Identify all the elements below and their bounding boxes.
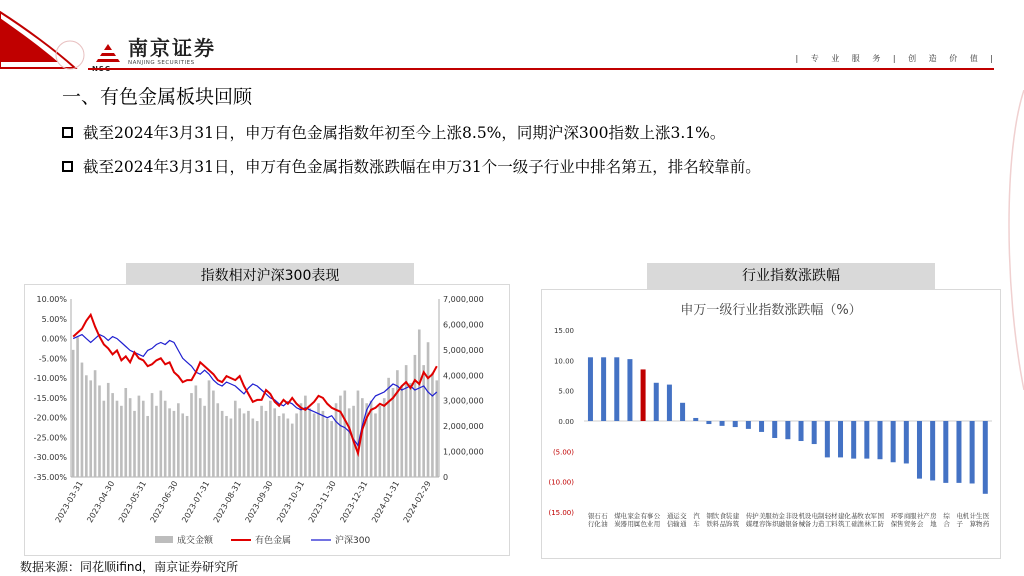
bullet-item (62, 155, 761, 177)
x-axis-tick-label: 2023-08-31 (211, 479, 243, 525)
y2-axis-tick-label: 6,000,000 (443, 320, 484, 330)
right-chart-panel (541, 289, 1001, 559)
y2-axis-tick-label: 5,000,000 (443, 345, 484, 355)
slogan: | 专 业 服 务 | 创 造 价 值 | (795, 54, 998, 63)
svg-text:工: 工 (870, 520, 878, 528)
volume-bar (348, 408, 351, 477)
y-axis-tick-label: -15.00% (33, 393, 67, 403)
volume-bar (322, 411, 325, 477)
x-axis-tick-label: 2024-01-31 (370, 479, 402, 525)
svg-text:食: 食 (719, 512, 727, 520)
y-axis-tick-label: -5.00% (38, 354, 67, 364)
volume-bar (409, 383, 412, 477)
svg-text:综: 综 (943, 512, 950, 520)
svg-text:会: 会 (917, 520, 924, 528)
svg-text:国: 国 (877, 512, 885, 520)
svg-text:银: 银 (785, 520, 792, 528)
svg-text:运: 运 (673, 512, 680, 520)
volume-bar (282, 413, 285, 477)
svg-text:商: 商 (903, 512, 911, 520)
svg-text:础: 础 (851, 520, 858, 528)
volume-bar (89, 380, 92, 477)
volume-bar (387, 378, 390, 477)
volume-bar (357, 391, 360, 477)
volume-bar (164, 401, 167, 477)
volume-bar (308, 408, 311, 477)
section-title: 一、有色金属板块回顾 (62, 86, 253, 108)
y-axis-tick-label: (5.00) (552, 448, 574, 457)
y-axis-tick-label: 0.00 (558, 418, 574, 426)
header-divider (88, 68, 994, 70)
volume-bar (72, 350, 75, 477)
volume-bar (76, 337, 79, 477)
svg-text:房: 房 (930, 512, 937, 520)
logo-mark-icon (92, 36, 124, 68)
y-axis-tick-label: 5.00 (558, 387, 574, 396)
x-axis-category-label (943, 511, 950, 528)
y-axis-tick-label: -20.00% (33, 413, 67, 423)
svg-text:轻: 轻 (824, 512, 832, 520)
industry-bar (693, 418, 698, 421)
y-axis-tick-label: (15.00) (548, 509, 574, 517)
x-axis-tick-label: 2023-09-30 (243, 479, 275, 525)
svg-text:建: 建 (838, 512, 845, 520)
svg-text:工: 工 (844, 520, 851, 528)
svg-text:材: 材 (831, 512, 838, 520)
left-panel-title: 指数相对沪深300表现 (126, 263, 414, 289)
industry-bar (680, 403, 685, 421)
y-axis-tick-label: -30.00% (33, 453, 67, 463)
volume-bar (427, 342, 430, 477)
bullet-box-icon (62, 127, 73, 138)
svg-text:医: 医 (982, 512, 990, 520)
volume-bar (168, 408, 171, 477)
x-axis-tick-label: 2023-05-31 (116, 479, 149, 525)
volume-bar (251, 419, 254, 477)
y2-axis-tick-label: 4,000,000 (443, 371, 484, 381)
y-axis-tick-label: -35.00% (33, 473, 67, 482)
svg-text:容: 容 (759, 520, 766, 528)
svg-text:织: 织 (772, 520, 779, 528)
x-axis-tick-label: 2023-10-31 (275, 479, 307, 525)
industry-bar (654, 383, 659, 421)
svg-text:业: 业 (646, 520, 654, 528)
svg-text:造: 造 (817, 520, 825, 528)
volume-bar (273, 408, 276, 477)
volume-bar (181, 413, 184, 477)
volume-bar (186, 416, 189, 477)
volume-bar (435, 380, 438, 477)
x-axis-category-label (976, 511, 990, 528)
svg-text:子: 子 (956, 520, 964, 528)
industry-bar (759, 421, 764, 432)
volume-bar (133, 411, 136, 477)
x-axis-category-label (594, 512, 608, 528)
x-axis-category-label (778, 511, 792, 528)
svg-text:饰: 饰 (725, 520, 733, 528)
x-axis-category-label (765, 511, 779, 528)
svg-text:钢: 钢 (706, 512, 713, 520)
svg-text:渔: 渔 (857, 520, 864, 528)
y-axis-tick-label: (10.00) (548, 478, 574, 487)
svg-text:军: 军 (870, 512, 878, 520)
volume-bar (291, 424, 294, 477)
volume-bar (278, 416, 281, 477)
svg-text:护: 护 (752, 512, 759, 520)
x-axis-tick-label: 2023-04-30 (85, 479, 117, 525)
x-axis-category-label (857, 511, 871, 528)
svg-text:理: 理 (752, 520, 759, 528)
x-axis-category-label (673, 511, 687, 528)
x-axis-category-label (792, 511, 806, 528)
volume-bar (212, 391, 215, 477)
volume-bar (138, 396, 141, 477)
industry-bar (838, 421, 843, 457)
volume-bar (414, 355, 417, 477)
svg-text:炭: 炭 (614, 520, 621, 528)
x-axis-category-label (620, 511, 634, 528)
volume-bar (129, 398, 132, 477)
svg-text:地: 地 (930, 520, 937, 528)
chart-title: 申万一级行业指数涨跌幅（%） (680, 303, 862, 318)
svg-text:纺: 纺 (772, 512, 779, 520)
series-line-csi300 (73, 335, 437, 446)
volume-bar (216, 403, 219, 477)
svg-text:品: 品 (719, 520, 727, 528)
industry-bar (799, 421, 804, 441)
svg-text:器: 器 (620, 520, 627, 528)
svg-text:金: 金 (778, 512, 785, 520)
svg-text:电: 电 (620, 512, 627, 520)
legend-label: 沪深300 (335, 536, 371, 546)
company-logo (92, 36, 216, 68)
y-axis-tick-label: 5.00% (41, 314, 67, 324)
volume-bar (203, 406, 206, 477)
svg-text:械: 械 (798, 520, 806, 528)
volume-bar (159, 391, 162, 477)
volume-bar (103, 401, 106, 477)
industry-bar (891, 421, 896, 462)
svg-text:饮: 饮 (712, 512, 720, 520)
volume-bar (238, 408, 241, 477)
volume-bar (120, 406, 123, 477)
volume-bar (265, 411, 268, 477)
bullet-item (62, 121, 725, 143)
svg-text:售: 售 (896, 520, 904, 528)
volume-bar (146, 416, 149, 477)
svg-text:建: 建 (732, 512, 740, 520)
industry-bar (956, 421, 961, 483)
y-axis-tick-label: 0.00% (41, 334, 67, 344)
series-line-nonferrous (73, 315, 437, 454)
logo-english-name: NANJING SECURITIES (128, 60, 195, 66)
industry-bar (930, 421, 935, 480)
industry-bar (983, 421, 988, 494)
svg-text:非: 非 (785, 512, 792, 520)
volume-bar (379, 406, 382, 477)
bullet-box-icon (62, 161, 73, 172)
svg-text:农: 农 (864, 512, 871, 520)
volume-bar (142, 401, 145, 477)
volume-bar (295, 413, 298, 477)
svg-text:铁: 铁 (706, 520, 713, 528)
svg-text:保: 保 (890, 520, 898, 528)
industry-bar (943, 421, 948, 483)
svg-text:车: 车 (693, 520, 700, 528)
svg-text:通: 通 (680, 520, 687, 528)
svg-text:零: 零 (896, 512, 904, 520)
svg-text:石: 石 (594, 512, 601, 520)
svg-text:务: 务 (910, 520, 917, 528)
industry-bar (772, 421, 777, 438)
svg-text:信: 信 (666, 520, 674, 528)
logo-chinese-name: 南京证券 (128, 36, 216, 60)
volume-bar (383, 398, 386, 477)
svg-text:装: 装 (725, 512, 733, 520)
svg-text:事: 事 (646, 512, 654, 520)
volume-bar (330, 421, 333, 477)
x-axis-category-label (726, 511, 740, 528)
svg-text:药: 药 (982, 520, 990, 528)
volume-bar (221, 411, 224, 477)
svg-text:机: 机 (962, 512, 970, 520)
legend-label: 有色金属 (255, 536, 292, 546)
svg-text:化: 化 (594, 520, 601, 528)
svg-text:公: 公 (653, 512, 661, 520)
legend-label: 成交金额 (177, 536, 214, 546)
industry-bar (864, 421, 869, 459)
svg-text:牧: 牧 (857, 512, 864, 520)
legend-swatch-volume (155, 536, 173, 543)
x-axis-category-label (805, 511, 819, 528)
x-axis-category-label (713, 511, 727, 528)
svg-text:贸: 贸 (903, 520, 911, 528)
volume-bar (418, 330, 421, 477)
svg-text:煤: 煤 (614, 512, 621, 520)
volume-bar (300, 403, 303, 477)
x-axis-category-label (647, 511, 661, 528)
x-axis-category-label (752, 511, 766, 528)
svg-text:金: 金 (633, 512, 641, 520)
volume-bar (335, 403, 338, 477)
volume-bar (260, 406, 263, 477)
y-axis-tick-label: -10.00% (33, 374, 67, 384)
bullet-text: 截至2024年3月31日，申万有色金属指数涨跌幅在申万31个一级子行业中排名第五，排名较靠前。 (83, 158, 761, 176)
svg-text:算: 算 (969, 520, 977, 528)
svg-text:社: 社 (917, 512, 924, 520)
svg-text:汽: 汽 (693, 512, 700, 520)
industry-bar (667, 385, 672, 421)
svg-text:油: 油 (601, 520, 608, 528)
volume-bar (190, 393, 193, 477)
svg-text:饰: 饰 (765, 520, 772, 528)
svg-text:生: 生 (975, 512, 983, 520)
industry-bar (785, 421, 790, 439)
industry-bar (706, 421, 711, 424)
x-axis-tick-label: 2023-11-30 (306, 479, 338, 525)
svg-text:制: 制 (817, 512, 825, 520)
industry-bar (851, 421, 856, 459)
data-source: 数据来源：同花顺ifind，南京证券研究所 (20, 560, 239, 574)
svg-text:融: 融 (778, 520, 785, 528)
svg-text:服: 服 (910, 512, 917, 520)
volume-bar (269, 401, 272, 477)
y2-axis-tick-label: 2,000,000 (443, 422, 484, 432)
svg-text:工: 工 (824, 520, 832, 528)
volume-bar (326, 419, 329, 477)
industry-bar (746, 421, 751, 429)
svg-text:美: 美 (759, 512, 766, 520)
y2-axis-tick-label: 7,000,000 (443, 295, 484, 304)
x-axis-category-label (897, 511, 911, 528)
y2-axis-tick-label: 3,000,000 (443, 396, 484, 406)
svg-text:物: 物 (975, 520, 983, 528)
volume-bar (98, 385, 101, 477)
svg-text:力: 力 (811, 520, 819, 528)
x-axis-category-label (831, 511, 845, 528)
y2-axis-tick-label: 1,000,000 (443, 447, 484, 457)
industry-bar (877, 421, 882, 459)
volume-bar (107, 383, 110, 477)
volume-bar (199, 398, 202, 477)
y-axis-tick-label: -25.00% (33, 433, 67, 443)
svg-text:用: 用 (627, 520, 634, 528)
volume-bar (256, 421, 259, 477)
svg-text:交: 交 (680, 512, 687, 520)
right-panel-title: 行业指数涨跌幅 (647, 263, 935, 289)
x-axis-category-label (693, 511, 700, 528)
x-axis-tick-label: 2023-03-31 (53, 479, 85, 525)
volume-bar (94, 370, 97, 477)
volume-bar (400, 385, 403, 477)
volume-bar (374, 413, 377, 477)
volume-bar (155, 406, 158, 477)
svg-text:基: 基 (851, 512, 858, 520)
index-performance-chart (25, 285, 509, 555)
industry-bar (641, 369, 646, 421)
left-chart-panel (24, 284, 510, 556)
volume-bar (85, 375, 88, 477)
svg-text:料: 料 (712, 520, 720, 528)
volume-bar (116, 401, 119, 477)
svg-text:银: 银 (587, 512, 595, 520)
svg-text:设: 设 (791, 512, 799, 520)
svg-text:电: 电 (811, 512, 819, 520)
industry-bar (970, 421, 975, 483)
svg-text:备: 备 (804, 520, 812, 528)
volume-bar (339, 396, 342, 477)
svg-text:通: 通 (666, 512, 674, 520)
industry-bar (601, 357, 606, 421)
svg-text:电: 电 (956, 512, 964, 520)
svg-text:属: 属 (633, 520, 641, 528)
svg-text:环: 环 (890, 512, 898, 520)
volume-bar (177, 403, 180, 477)
svg-text:筑: 筑 (732, 520, 740, 528)
industry-bar (825, 421, 830, 457)
industry-bar (614, 357, 619, 421)
svg-text:传: 传 (745, 512, 753, 520)
svg-text:家: 家 (627, 512, 634, 520)
x-axis-category-label (923, 511, 937, 528)
volume-bar (111, 393, 114, 477)
svg-text:计: 计 (969, 512, 977, 520)
x-axis-category-label (871, 511, 885, 528)
industry-bar (720, 421, 725, 426)
volume-bar (287, 419, 290, 477)
svg-text:服: 服 (765, 512, 772, 520)
svg-text:林: 林 (864, 520, 871, 528)
x-axis-category-label (910, 511, 924, 528)
industry-bar (588, 357, 593, 421)
svg-text:产: 产 (923, 512, 930, 520)
industry-bar (733, 421, 738, 427)
svg-text:合: 合 (943, 520, 950, 528)
y2-axis-tick-label: 0 (443, 473, 449, 482)
svg-text:备: 备 (791, 520, 799, 528)
industry-return-chart (542, 290, 1000, 558)
bullet-text: 截至2024年3月31日，申万有色金属指数年初至今上涨8.5%，同期沪深300指数上涨3.1%。 (83, 124, 726, 142)
volume-bar (173, 411, 176, 477)
svg-text:筑: 筑 (838, 520, 845, 528)
x-axis-tick-label: 2023-06-30 (148, 479, 180, 525)
svg-text:色: 色 (640, 520, 648, 528)
y-axis-tick-label: 10.00 (553, 357, 574, 366)
svg-text:媒: 媒 (745, 520, 753, 528)
x-axis-tick-label: 2023-07-31 (180, 479, 212, 525)
volume-bar (225, 416, 228, 477)
svg-text:料: 料 (831, 520, 838, 528)
volume-bar (392, 388, 395, 477)
industry-bar (627, 359, 632, 421)
volume-bar (243, 413, 246, 477)
volume-bar (151, 393, 154, 477)
svg-text:设: 设 (804, 512, 812, 520)
volume-bar (230, 419, 233, 477)
volume-bar (124, 388, 127, 477)
x-axis-tick-label: 2023-12-31 (338, 479, 370, 525)
volume-bar (422, 365, 425, 477)
industry-bar (812, 421, 817, 444)
industry-bar (904, 421, 909, 463)
volume-bar (431, 373, 434, 477)
volume-bar (208, 380, 211, 477)
y-axis-tick-label: 10.00% (36, 295, 67, 304)
volume-bar (195, 385, 198, 477)
industry-bar (917, 421, 922, 479)
x-axis-category-label (634, 511, 648, 528)
volume-bar (81, 363, 84, 477)
x-axis-category-label (844, 511, 858, 528)
svg-text:机: 机 (798, 512, 806, 520)
svg-text:输: 输 (673, 520, 680, 528)
volume-bar (247, 411, 250, 477)
volume-bar (313, 413, 316, 477)
volume-bar (343, 391, 346, 477)
svg-text:行: 行 (587, 520, 595, 528)
x-axis-category-label (963, 511, 977, 528)
x-axis-category-label (818, 511, 832, 528)
svg-text:化: 化 (844, 512, 851, 520)
y-axis-tick-label: 15.00 (553, 327, 574, 335)
x-axis-tick-label: 2024-02-29 (401, 479, 433, 525)
svg-text:石: 石 (601, 512, 608, 520)
svg-text:防: 防 (877, 520, 885, 528)
volume-bar (234, 401, 237, 477)
svg-text:用: 用 (653, 520, 661, 528)
svg-text:有: 有 (640, 512, 648, 520)
